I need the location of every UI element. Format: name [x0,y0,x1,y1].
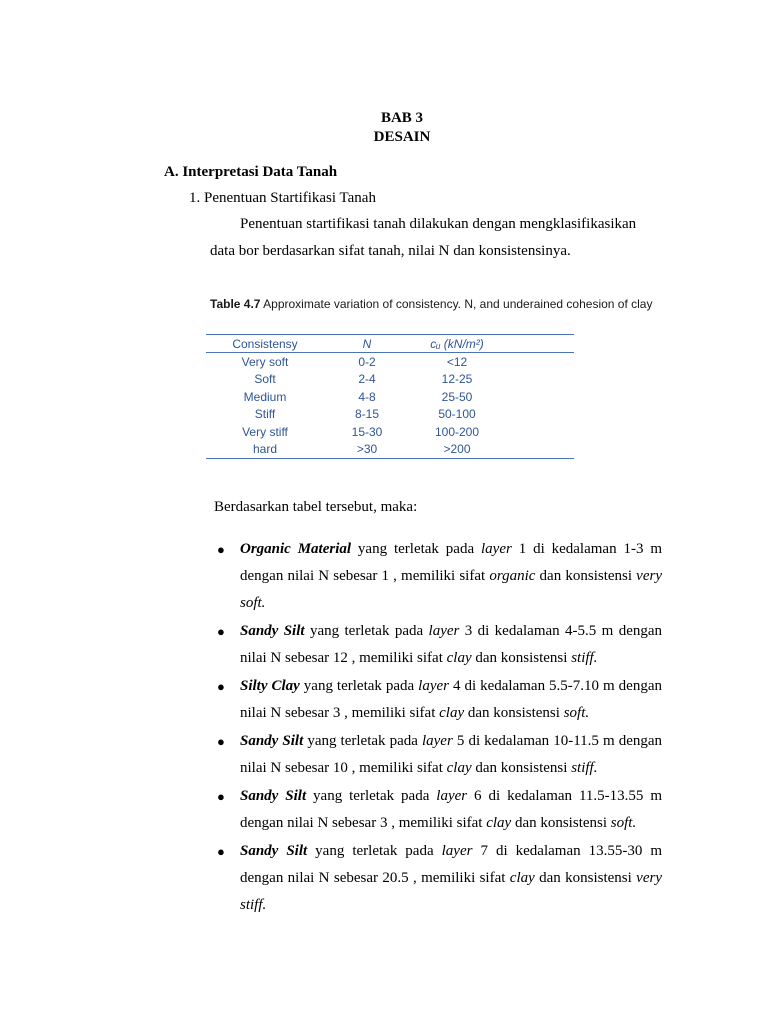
list-item [217,618,663,672]
soil-property: clay [446,760,472,776]
soil-property: clay [509,870,535,886]
layer-word: layer [428,623,460,639]
layer-word: layer [436,788,468,804]
soil-name: Organic Material [240,541,352,557]
cell-blank [504,353,574,371]
cell-consistency: Medium [243,389,287,404]
text: yang terletak pada [307,843,442,859]
text: yang terletak pada [304,623,429,639]
soil-name: Silty Clay [240,678,300,694]
cell-cu: 100-200 [434,424,480,439]
section-heading: A. Interpretasi Data Tanah [164,164,338,180]
bullet-dot-icon: ● [217,542,225,557]
table-caption-text: Approximate variation of consistency. N, and underained cohesion of clay [260,297,653,311]
soil-property: clay [439,705,465,721]
soil-layer-list [217,536,663,920]
cell-consistency: Very soft [241,354,289,369]
text: 3 di kedalaman 4-5.5 m dengan nilai N sebesar 12 , memiliki sifat [240,623,663,666]
col-header-consistency: Consistensy [206,335,324,353]
layer-word: layer [481,541,512,557]
cell-cu: <12 [446,354,468,369]
cell-consistency: Soft [254,372,276,387]
text: dan konsistensi [511,815,611,831]
text: dan konsistensi [534,870,637,886]
text: dan konsistensi [471,760,572,776]
table-caption-label: Table 4.7 [210,297,261,311]
col-header-cu: cᵤ (kN/m²) [410,335,504,353]
cell-cu: 25-50 [441,389,473,404]
text: yang terletak pada [351,541,481,557]
text: dan konsistensi [535,568,637,584]
cell-n: 2-4 [358,372,376,387]
subsection-heading: 1. Penentuan Startifikasi Tanah [189,190,376,206]
table-row [206,441,574,459]
text: dan konsistensi [471,650,572,666]
soil-consistency: soft. [610,815,637,831]
cell-blank [504,371,574,389]
soil-consistency: very stiff. [240,870,662,913]
soil-name: Sandy Silt [240,843,308,859]
consistency-table [206,334,574,459]
cell-consistency: Stiff [254,407,276,422]
list-item [217,536,662,617]
list-item [217,673,662,727]
cell-cu: >200 [443,442,471,457]
text: yang terletak pada [306,788,437,804]
text: yang terletak pada [299,678,419,694]
col-header-n: N [324,335,410,353]
chapter-number: BAB 3 [380,110,424,126]
layer-word: layer [421,733,453,749]
table-row [206,353,574,371]
soil-property: clay [486,815,512,831]
soil-name: Sandy Silt [240,623,305,639]
intro-line-2: data bor berdasarkan sifat tanah, nilai N dan konsistensinya. [210,243,571,259]
text: 4 di kedalaman 5.5-7.10 m dengan nilai N sebesar 3 , memiliki sifat [240,678,662,721]
text: 1 di kedalaman 1-3 m dengan nilai N sebesar 1 , memiliki sifat [240,541,662,584]
cell-consistency: Very stiff [242,424,288,439]
cell-n: 0-2 [358,354,376,369]
text: 5 di kedalaman 10-11.5 m dengan nilai N sebesar 10 , memiliki sifat [240,733,663,776]
soil-consistency: very soft. [240,568,662,611]
table-row [206,423,574,441]
soil-name: Sandy Silt [240,733,304,749]
cell-n: 8-15 [354,407,380,422]
table-row [206,371,574,389]
bullet-dot-icon: ● [217,789,225,804]
soil-consistency: stiff. [571,760,598,776]
list-item [217,728,663,782]
bullet-dot-icon: ● [217,734,225,749]
cell-blank [504,423,574,441]
table-row [206,406,574,424]
text: 7 di kedalaman 13.55-30 m dengan nilai N sebesar 20.5 , memiliki sifat [240,843,663,886]
layer-word: layer [418,678,449,694]
text: dan konsistensi [464,705,564,721]
text: 6 di kedalaman 11.5-13.55 m dengan nilai N sebesar 3 , memiliki sifat [240,788,663,831]
list-item [217,838,663,919]
cell-consistency: hard [252,442,278,457]
layer-word: layer [441,843,473,859]
cell-n: >30 [356,442,378,457]
cell-blank [504,406,574,424]
cell-n: 4-8 [358,389,376,404]
cell-blank [504,388,574,406]
table-header-row [206,335,574,353]
lead-sentence: Berdasarkan tabel tersebut, maka: [214,499,418,515]
bullet-dot-icon: ● [217,844,225,859]
chapter-title: DESAIN [373,129,431,145]
bullet-dot-icon: ● [217,679,225,694]
soil-consistency: stiff. [571,650,598,666]
soil-property: organic [489,568,536,584]
soil-property: clay [446,650,472,666]
list-item [217,783,663,837]
text: yang terletak pada [303,733,422,749]
cell-cu: 12-25 [441,372,473,387]
cell-n: 15-30 [351,424,383,439]
soil-consistency: soft. [563,705,590,721]
table-caption [210,297,652,311]
bullet-dot-icon: ● [217,624,225,639]
table-row [206,388,574,406]
intro-line-1: Penentuan startifikasi tanah dilakukan dengan mengklasifikasikan [240,216,637,232]
col-header-blank [504,335,574,353]
cell-cu: 50-100 [438,407,476,422]
cell-blank [504,441,574,459]
soil-name: Sandy Silt [240,788,307,804]
